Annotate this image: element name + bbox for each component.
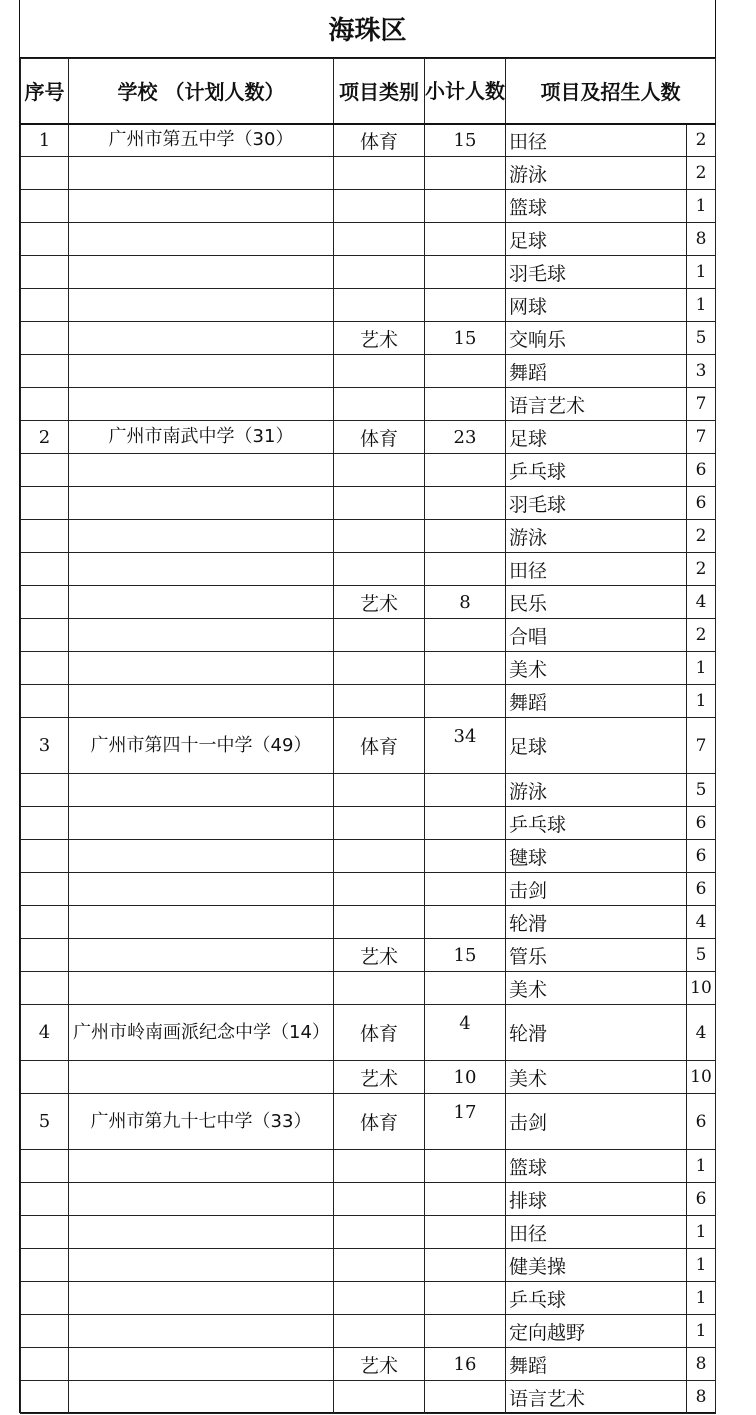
row-number	[21, 939, 69, 972]
project-count: 6	[687, 1183, 716, 1216]
subtotal-count	[425, 256, 506, 289]
project-name: 定向越野	[506, 1315, 687, 1348]
table-row	[21, 873, 716, 906]
project-category	[334, 190, 425, 223]
project-name: 美术	[506, 1061, 687, 1094]
project-count: 6	[687, 454, 716, 487]
table-row	[21, 421, 716, 454]
table-row	[21, 1348, 716, 1381]
school-name	[69, 972, 334, 1005]
table-row	[21, 774, 716, 807]
project-category: 体育	[334, 421, 425, 454]
project-count: 2	[687, 553, 716, 586]
project-count: 6	[687, 873, 716, 906]
project-category	[334, 223, 425, 256]
project-category: 艺术	[334, 1061, 425, 1094]
project-name: 乒乓球	[506, 454, 687, 487]
school-name	[69, 1183, 334, 1216]
table-row	[21, 972, 716, 1005]
project-name: 民乐	[506, 586, 687, 619]
subtotal-count	[425, 190, 506, 223]
table-row	[21, 487, 716, 520]
subtotal-count: 17	[425, 1094, 506, 1150]
school-name	[69, 1282, 334, 1315]
row-number: 2	[21, 421, 69, 454]
project-count: 7	[687, 388, 716, 421]
table-row	[21, 553, 716, 586]
table-row	[21, 289, 716, 322]
header-subtotal: 小计人数	[425, 59, 506, 124]
subtotal-count: 15	[425, 939, 506, 972]
row-number	[21, 190, 69, 223]
school-name	[69, 289, 334, 322]
table-row	[21, 906, 716, 939]
project-name: 乒乓球	[506, 1282, 687, 1315]
row-number	[21, 685, 69, 718]
row-number	[21, 906, 69, 939]
project-count: 7	[687, 421, 716, 454]
project-count: 5	[687, 322, 716, 355]
row-number	[21, 223, 69, 256]
row-number	[21, 1282, 69, 1315]
project-count: 1	[687, 289, 716, 322]
school-name	[69, 1061, 334, 1094]
subtotal-count: 15	[425, 124, 506, 157]
project-count: 1	[687, 1216, 716, 1249]
district-title: 海珠区	[20, 0, 715, 58]
project-count: 1	[687, 190, 716, 223]
table-row	[21, 388, 716, 421]
school-name	[69, 939, 334, 972]
project-name: 击剑	[506, 1094, 687, 1150]
project-count: 2	[687, 619, 716, 652]
school-name	[69, 388, 334, 421]
row-number	[21, 586, 69, 619]
project-name: 田径	[506, 553, 687, 586]
project-name: 游泳	[506, 157, 687, 190]
table-row	[21, 586, 716, 619]
enrollment-table	[20, 58, 716, 1414]
project-category: 艺术	[334, 939, 425, 972]
header-row	[21, 59, 716, 124]
project-category	[334, 256, 425, 289]
row-number	[21, 355, 69, 388]
row-number: 3	[21, 718, 69, 774]
table-row	[21, 1282, 716, 1315]
subtotal-count	[425, 454, 506, 487]
subtotal-count	[425, 840, 506, 873]
project-category: 体育	[334, 718, 425, 774]
school-name	[69, 774, 334, 807]
school-name	[69, 1315, 334, 1348]
row-number	[21, 256, 69, 289]
school-name	[69, 1381, 334, 1414]
row-number	[21, 157, 69, 190]
subtotal-count	[425, 520, 506, 553]
project-category	[334, 553, 425, 586]
subtotal-count	[425, 1381, 506, 1414]
table-row	[21, 520, 716, 553]
table-row	[21, 1061, 716, 1094]
school-name	[69, 873, 334, 906]
row-number: 1	[21, 124, 69, 157]
project-name: 舞蹈	[506, 685, 687, 718]
project-category	[334, 807, 425, 840]
table-row	[21, 652, 716, 685]
table-row	[21, 1249, 716, 1282]
project-name: 网球	[506, 289, 687, 322]
row-number	[21, 652, 69, 685]
school-name	[69, 223, 334, 256]
project-count: 1	[687, 652, 716, 685]
project-count: 8	[687, 223, 716, 256]
school-name	[69, 553, 334, 586]
school-name	[69, 619, 334, 652]
subtotal-count	[425, 906, 506, 939]
project-count: 1	[687, 1315, 716, 1348]
project-category: 体育	[334, 1094, 425, 1150]
project-count: 1	[687, 685, 716, 718]
header-no: 序号	[21, 59, 69, 124]
row-number: 5	[21, 1094, 69, 1150]
project-count: 10	[687, 1061, 716, 1094]
subtotal-count	[425, 1282, 506, 1315]
project-name: 排球	[506, 1183, 687, 1216]
row-number	[21, 1216, 69, 1249]
subtotal-count	[425, 157, 506, 190]
project-count: 8	[687, 1381, 716, 1414]
row-number	[21, 840, 69, 873]
school-name	[69, 157, 334, 190]
table-row	[21, 1005, 716, 1061]
project-name: 足球	[506, 223, 687, 256]
project-name: 美术	[506, 652, 687, 685]
project-category	[334, 1381, 425, 1414]
table-row	[21, 685, 716, 718]
subtotal-count: 23	[425, 421, 506, 454]
project-count: 6	[687, 807, 716, 840]
subtotal-count	[425, 652, 506, 685]
school-name	[69, 906, 334, 939]
project-count: 4	[687, 1005, 716, 1061]
row-number	[21, 1150, 69, 1183]
header-category: 项目类别	[334, 59, 425, 124]
subtotal-count	[425, 388, 506, 421]
school-name: 广州市第九十七中学（33）	[69, 1094, 334, 1150]
project-category	[334, 355, 425, 388]
school-name	[69, 1216, 334, 1249]
project-count: 6	[687, 840, 716, 873]
project-category	[334, 157, 425, 190]
subtotal-count: 4	[425, 1005, 506, 1061]
table-body	[21, 124, 716, 1414]
table-row	[21, 840, 716, 873]
school-name	[69, 586, 334, 619]
row-number: 4	[21, 1005, 69, 1061]
school-name	[69, 685, 334, 718]
row-number	[21, 1348, 69, 1381]
project-category	[334, 1282, 425, 1315]
subtotal-count	[425, 487, 506, 520]
row-number	[21, 487, 69, 520]
row-number	[21, 520, 69, 553]
subtotal-count	[425, 1315, 506, 1348]
project-category	[334, 619, 425, 652]
school-name	[69, 487, 334, 520]
table-row	[21, 1183, 716, 1216]
project-category	[334, 652, 425, 685]
project-count: 10	[687, 972, 716, 1005]
project-category	[334, 487, 425, 520]
table-row	[21, 322, 716, 355]
project-name: 羽毛球	[506, 256, 687, 289]
subtotal-count	[425, 223, 506, 256]
row-number	[21, 1061, 69, 1094]
project-name: 毽球	[506, 840, 687, 873]
project-name: 足球	[506, 421, 687, 454]
school-name	[69, 454, 334, 487]
subtotal-count: 34	[425, 718, 506, 774]
school-name: 广州市第五中学（30）	[69, 124, 334, 157]
project-name: 田径	[506, 1216, 687, 1249]
school-name: 广州市南武中学（31）	[69, 421, 334, 454]
project-name: 舞蹈	[506, 355, 687, 388]
project-name: 田径	[506, 124, 687, 157]
project-category	[334, 774, 425, 807]
table-row	[21, 355, 716, 388]
row-number	[21, 774, 69, 807]
school-name: 广州市第四十一中学（49）	[69, 718, 334, 774]
project-category	[334, 873, 425, 906]
school-name	[69, 190, 334, 223]
project-name: 舞蹈	[506, 1348, 687, 1381]
subtotal-count: 10	[425, 1061, 506, 1094]
row-number	[21, 289, 69, 322]
school-name	[69, 652, 334, 685]
project-category: 艺术	[334, 586, 425, 619]
project-count: 4	[687, 906, 716, 939]
project-count: 2	[687, 520, 716, 553]
school-name: 广州市岭南画派纪念中学（14）	[69, 1005, 334, 1061]
enrollment-sheet	[19, 0, 716, 1413]
table-row	[21, 1094, 716, 1150]
project-category	[334, 1150, 425, 1183]
project-category	[334, 1216, 425, 1249]
row-number	[21, 322, 69, 355]
project-count: 4	[687, 586, 716, 619]
school-name	[69, 1150, 334, 1183]
project-category	[334, 520, 425, 553]
subtotal-count	[425, 553, 506, 586]
school-name	[69, 807, 334, 840]
project-name: 羽毛球	[506, 487, 687, 520]
subtotal-count	[425, 1150, 506, 1183]
subtotal-count	[425, 685, 506, 718]
project-count: 3	[687, 355, 716, 388]
project-category	[334, 840, 425, 873]
subtotal-count	[425, 774, 506, 807]
table-row	[21, 256, 716, 289]
school-name	[69, 256, 334, 289]
school-name	[69, 1348, 334, 1381]
table-row	[21, 223, 716, 256]
row-number	[21, 1315, 69, 1348]
subtotal-count: 8	[425, 586, 506, 619]
project-category: 艺术	[334, 1348, 425, 1381]
project-count: 2	[687, 157, 716, 190]
project-category	[334, 388, 425, 421]
project-category	[334, 1315, 425, 1348]
table-row	[21, 1381, 716, 1414]
table-row	[21, 124, 716, 157]
table-row	[21, 1150, 716, 1183]
project-count: 1	[687, 1150, 716, 1183]
project-count: 2	[687, 124, 716, 157]
row-number	[21, 553, 69, 586]
subtotal-count: 15	[425, 322, 506, 355]
project-category	[334, 685, 425, 718]
project-count: 1	[687, 1249, 716, 1282]
project-category: 体育	[334, 1005, 425, 1061]
project-category	[334, 454, 425, 487]
subtotal-count	[425, 1249, 506, 1282]
row-number	[21, 807, 69, 840]
row-number	[21, 619, 69, 652]
row-number	[21, 972, 69, 1005]
project-name: 击剑	[506, 873, 687, 906]
row-number	[21, 1249, 69, 1282]
project-name: 游泳	[506, 774, 687, 807]
table-row	[21, 939, 716, 972]
project-category	[334, 289, 425, 322]
table-row	[21, 454, 716, 487]
project-count: 5	[687, 774, 716, 807]
project-category	[334, 1183, 425, 1216]
subtotal-count	[425, 355, 506, 388]
subtotal-count	[425, 972, 506, 1005]
project-category: 艺术	[334, 322, 425, 355]
subtotal-count	[425, 1216, 506, 1249]
project-name: 语言艺术	[506, 1381, 687, 1414]
subtotal-count: 16	[425, 1348, 506, 1381]
project-count: 5	[687, 939, 716, 972]
project-name: 轮滑	[506, 1005, 687, 1061]
table-row	[21, 1216, 716, 1249]
header-school: 学校 （计划人数）	[69, 59, 334, 124]
project-count: 7	[687, 718, 716, 774]
project-name: 足球	[506, 718, 687, 774]
subtotal-count	[425, 1183, 506, 1216]
project-name: 篮球	[506, 1150, 687, 1183]
table-row	[21, 190, 716, 223]
project-category	[334, 906, 425, 939]
row-number	[21, 873, 69, 906]
table-row	[21, 807, 716, 840]
table-row	[21, 1315, 716, 1348]
school-name	[69, 840, 334, 873]
project-count: 6	[687, 1094, 716, 1150]
project-category	[334, 972, 425, 1005]
subtotal-count	[425, 619, 506, 652]
table-row	[21, 157, 716, 190]
project-count: 1	[687, 256, 716, 289]
project-name: 篮球	[506, 190, 687, 223]
project-name: 合唱	[506, 619, 687, 652]
row-number	[21, 454, 69, 487]
school-name	[69, 1249, 334, 1282]
project-name: 管乐	[506, 939, 687, 972]
project-name: 乒乓球	[506, 807, 687, 840]
project-name: 健美操	[506, 1249, 687, 1282]
table-row	[21, 718, 716, 774]
subtotal-count	[425, 873, 506, 906]
project-count: 8	[687, 1348, 716, 1381]
school-name	[69, 355, 334, 388]
project-name: 语言艺术	[506, 388, 687, 421]
table-row	[21, 619, 716, 652]
project-count: 6	[687, 487, 716, 520]
project-name: 交响乐	[506, 322, 687, 355]
subtotal-count	[425, 289, 506, 322]
row-number	[21, 1381, 69, 1414]
project-count: 1	[687, 1282, 716, 1315]
subtotal-count	[425, 807, 506, 840]
project-name: 美术	[506, 972, 687, 1005]
school-name	[69, 520, 334, 553]
row-number	[21, 388, 69, 421]
school-name	[69, 322, 334, 355]
project-name: 游泳	[506, 520, 687, 553]
project-name: 轮滑	[506, 906, 687, 939]
project-category: 体育	[334, 124, 425, 157]
row-number	[21, 1183, 69, 1216]
header-items: 项目及招生人数	[506, 59, 716, 124]
project-category	[334, 1249, 425, 1282]
